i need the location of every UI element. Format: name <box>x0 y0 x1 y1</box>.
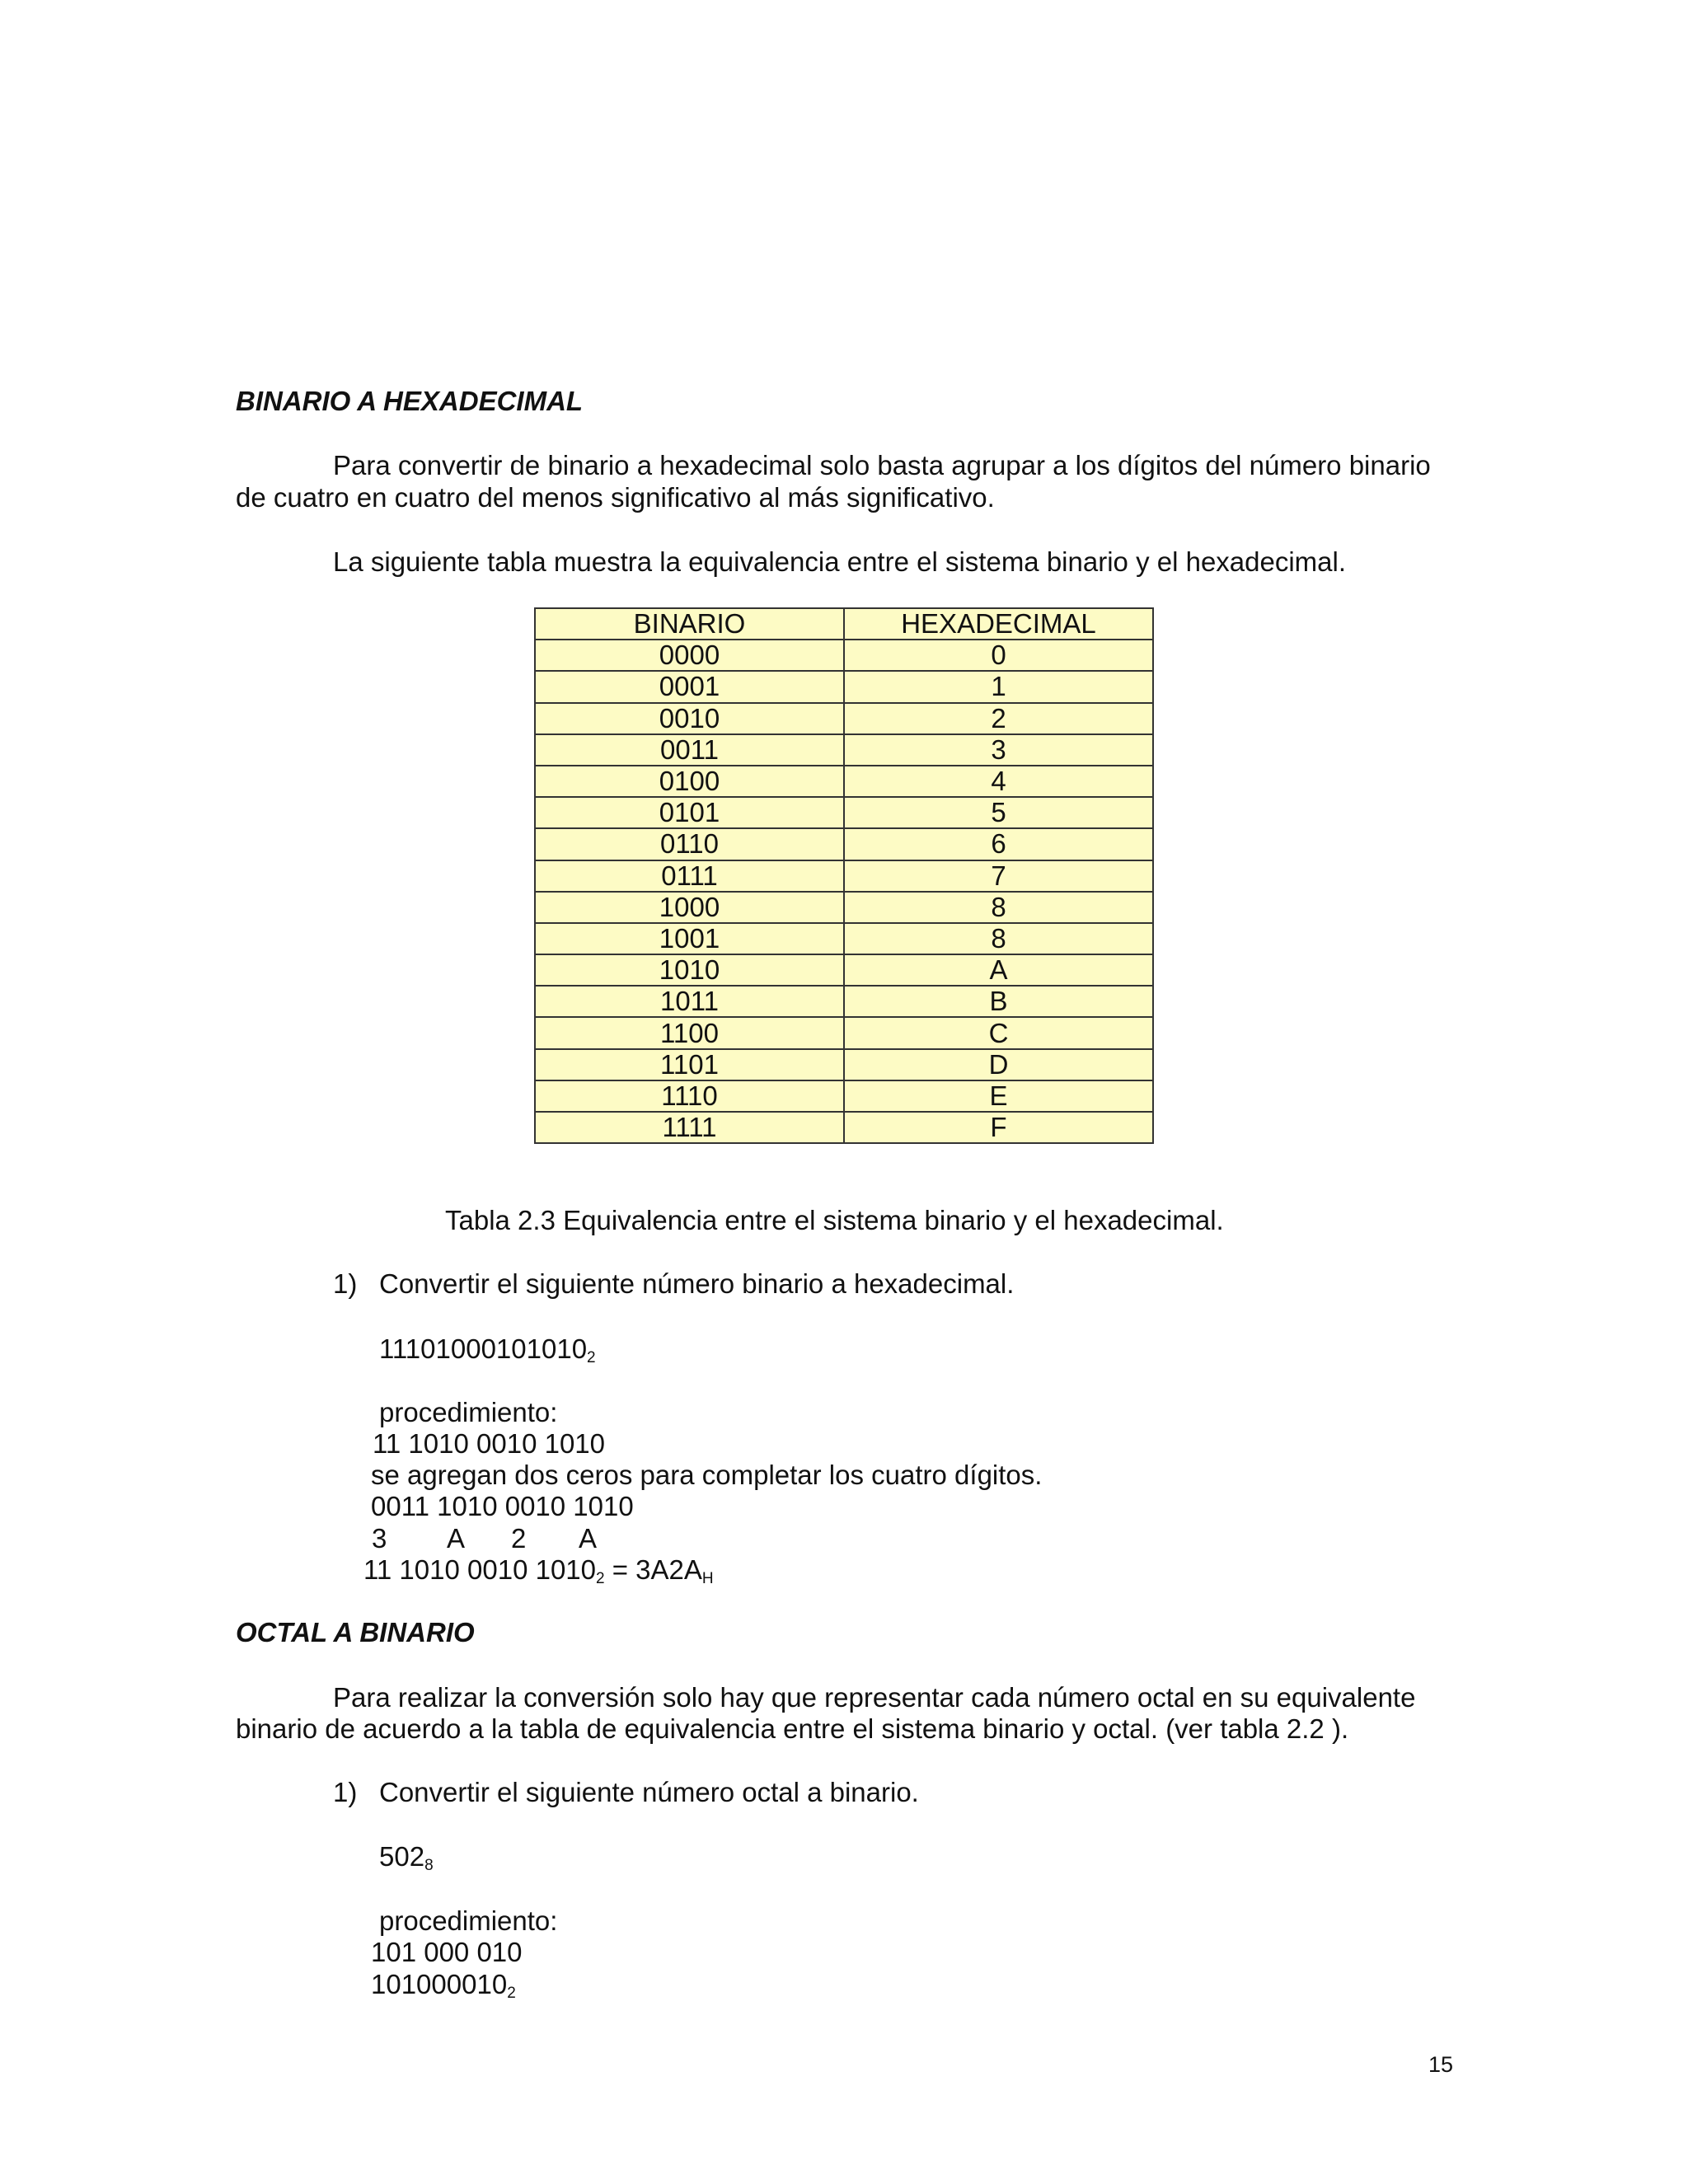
binary-cell: 0001 <box>535 671 844 702</box>
table-row <box>535 1017 1153 1048</box>
table-row <box>535 828 1153 860</box>
table-row <box>535 797 1153 828</box>
hex-cell: 7 <box>844 860 1153 892</box>
hex-cell: 0 <box>844 640 1153 671</box>
hex-cell: 8 <box>844 892 1153 923</box>
table-row <box>535 1049 1153 1080</box>
hex-cell: 1 <box>844 671 1153 702</box>
hex-cell: C <box>844 1017 1153 1048</box>
paragraph-line: de cuatro en cuatro del menos significativo al más significativo. <box>236 482 995 513</box>
procedure-label: procedimiento: <box>379 1905 558 1936</box>
paragraph-line: Para realizar la conversión solo hay que representar cada número octal en su equivalente <box>333 1682 1416 1713</box>
procedure-step: 101 000 010 <box>371 1937 523 1967</box>
table-row <box>535 892 1153 923</box>
hex-cell: 6 <box>844 828 1153 860</box>
example-prompt: Convertir el siguiente número octal a binario. <box>379 1777 919 1807</box>
binary-cell: 0000 <box>535 640 844 671</box>
column-header-hexadecimal: HEXADECIMAL <box>844 608 1153 640</box>
section-heading-binario-hexadecimal: BINARIO A HEXADECIMAL <box>236 386 584 416</box>
binary-cell: 0100 <box>535 766 844 797</box>
binary-cell: 1011 <box>535 986 844 1017</box>
hex-cell: A <box>844 954 1153 986</box>
page-number: 15 <box>1428 2052 1454 2077</box>
procedure-step: 0011 1010 0010 1010 <box>371 1491 634 1521</box>
hex-cell: F <box>844 1112 1153 1143</box>
list-number: 1) <box>333 1268 358 1299</box>
binary-cell: 1111 <box>535 1112 844 1143</box>
binary-cell: 1001 <box>535 923 844 954</box>
hex-cell: 2 <box>844 703 1153 734</box>
binary-number: $11101000101010_2$ <box>379 1333 596 1366</box>
binary-cell: 0110 <box>535 828 844 860</box>
binary-cell: 0010 <box>535 703 844 734</box>
paragraph-line: Para convertir de binario a hexadecimal solo basta agrupar a los dígitos del número binario <box>333 450 1431 480</box>
table-row <box>535 640 1153 671</box>
hex-digit: A <box>579 1523 598 1554</box>
paragraph-line: La siguiente tabla muestra la equivalencia entre el sistema binario y el hexadecimal. <box>333 546 1347 577</box>
binary-cell: 1000 <box>535 892 844 923</box>
table-header-row <box>535 608 1153 640</box>
procedure-step: se agregan dos ceros para completar los cuatro dígitos. <box>371 1460 1043 1490</box>
table-row <box>535 1080 1153 1112</box>
conversion-result: 11 1010 0010 $1010_2 = 3A2A_H$ <box>363 1554 714 1587</box>
binary-cell: 1010 <box>535 954 844 986</box>
section-heading-octal-binario: OCTAL A BINARIO <box>236 1617 475 1647</box>
table-row <box>535 766 1153 797</box>
table-row <box>535 923 1153 954</box>
hex-digit: 2 <box>511 1523 527 1554</box>
table-row <box>535 860 1153 892</box>
hex-digit: A <box>447 1523 466 1554</box>
binary-cell: 0011 <box>535 734 844 766</box>
column-header-binario: BINARIO <box>535 608 844 640</box>
hex-cell: 4 <box>844 766 1153 797</box>
example-prompt: Convertir el siguiente número binario a hexadecimal. <box>379 1268 1015 1299</box>
hex-cell: E <box>844 1080 1153 1112</box>
table-caption: Tabla 2.3 Equivalencia entre el sistema binario y el hexadecimal. <box>445 1205 1224 1235</box>
table-row <box>535 986 1153 1017</box>
procedure-step: 11 1010 0010 1010 <box>373 1428 605 1459</box>
table-row <box>535 734 1153 766</box>
hex-digit: 3 <box>372 1523 387 1554</box>
binary-cell: 1110 <box>535 1080 844 1112</box>
paragraph-line: binario de acuerdo a la tabla de equivalencia entre el sistema binario y octal. (ver tabla 2.2 ). <box>236 1713 1349 1744</box>
table-row <box>535 703 1153 734</box>
equivalence-table <box>534 607 1154 1144</box>
hex-cell: B <box>844 986 1153 1017</box>
table-row <box>535 671 1153 702</box>
list-number: 1) <box>333 1777 358 1807</box>
hex-cell: 5 <box>844 797 1153 828</box>
table-row <box>535 954 1153 986</box>
binary-cell: 0111 <box>535 860 844 892</box>
binary-cell: 1100 <box>535 1017 844 1048</box>
procedure-label: procedimiento: <box>379 1397 558 1427</box>
binary-cell: 1101 <box>535 1049 844 1080</box>
hex-cell: D <box>844 1049 1153 1080</box>
conversion-result: $101000010_2$ <box>371 1969 516 2002</box>
table-row <box>535 1112 1153 1143</box>
octal-number: $502_8$ <box>379 1841 434 1874</box>
binary-cell: 0101 <box>535 797 844 828</box>
hex-cell: 8 <box>844 923 1153 954</box>
hex-cell: 3 <box>844 734 1153 766</box>
